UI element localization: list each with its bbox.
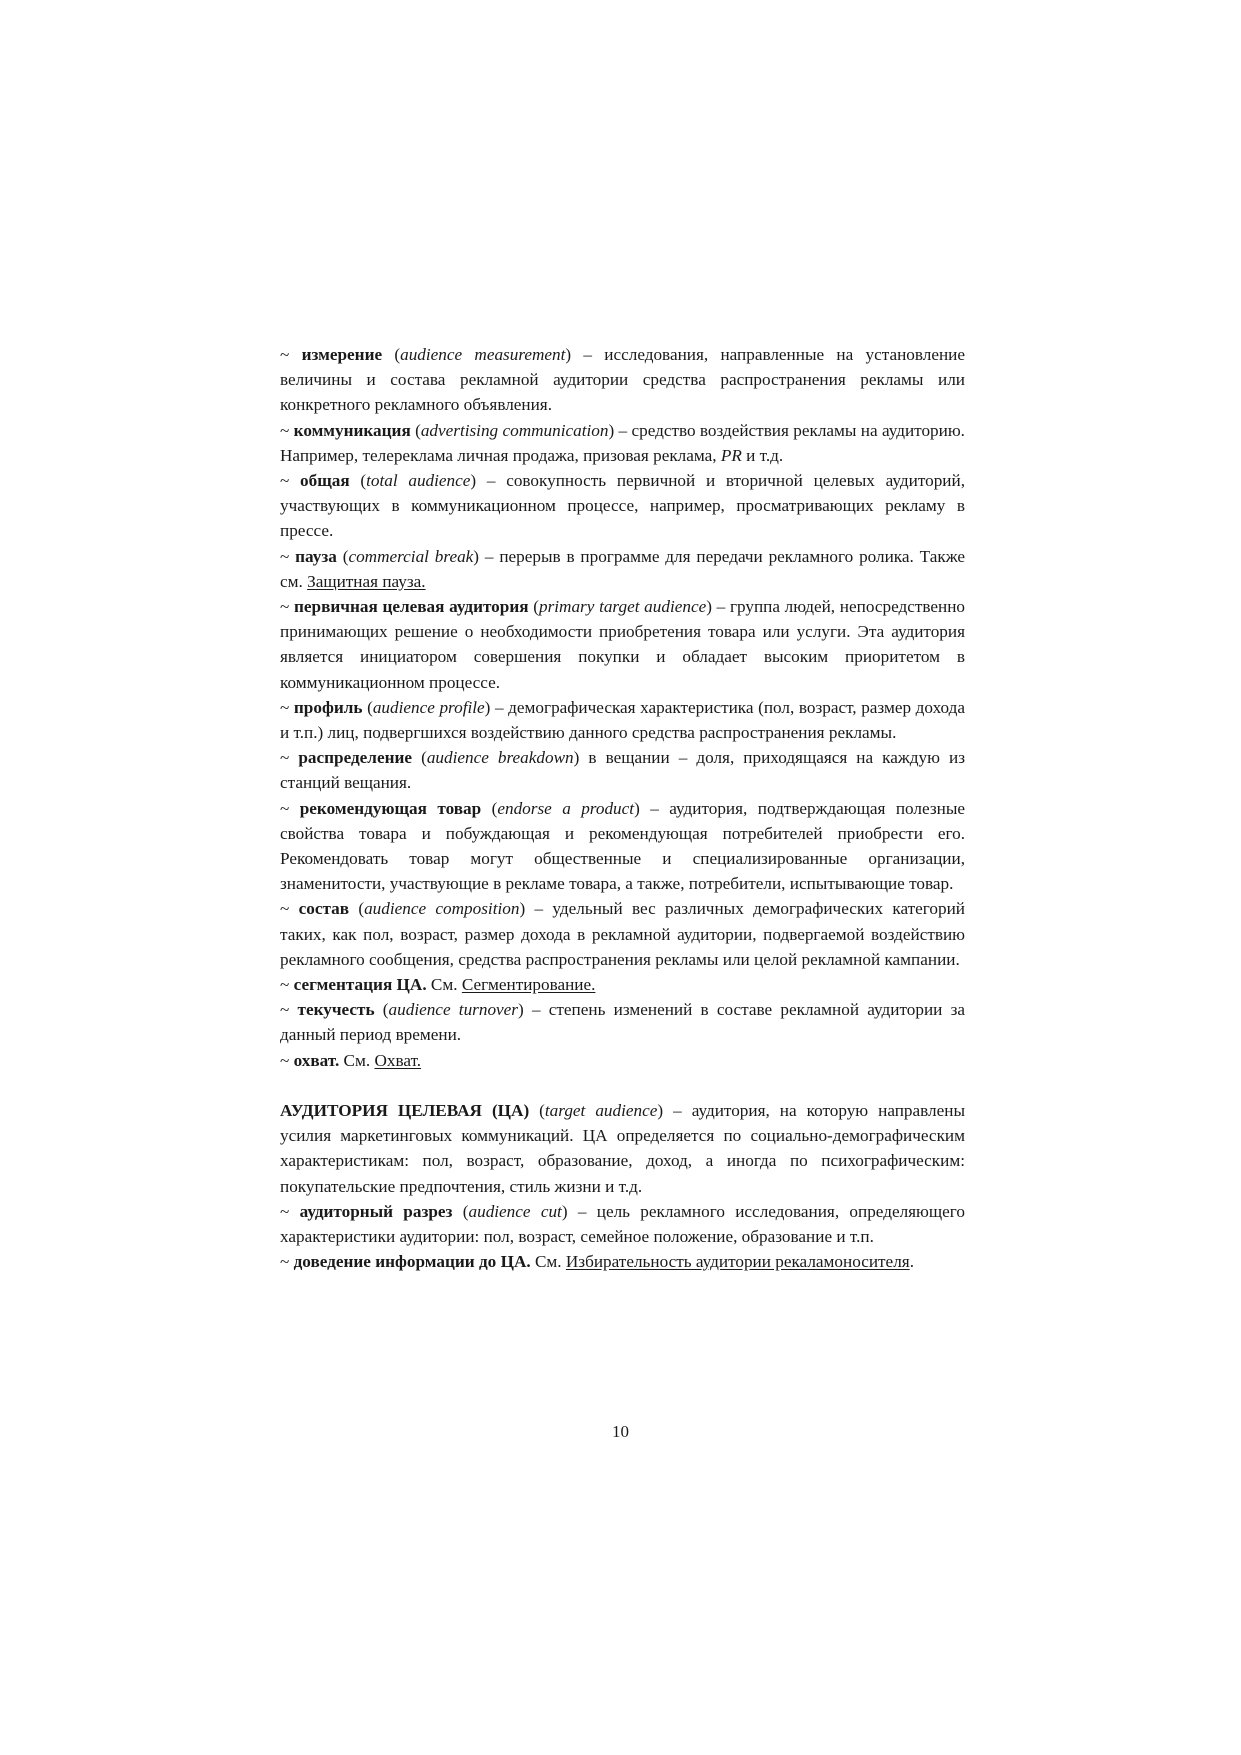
definition: См. bbox=[530, 1252, 566, 1272]
pr-abbr: PR bbox=[720, 445, 742, 465]
entry-profil bbox=[280, 695, 965, 745]
paren-open: ( bbox=[362, 697, 373, 717]
entry-obshchaya bbox=[280, 468, 965, 544]
paren-open: ( bbox=[412, 748, 427, 768]
term: пауза bbox=[295, 546, 337, 566]
page-number: 10 bbox=[612, 1422, 629, 1441]
main-entry-auditoriya-tselevaya bbox=[280, 1098, 965, 1199]
term: доведение информации до ЦА. bbox=[293, 1252, 531, 1272]
definition: – совокупность первичной и вторичной целевых аудиторий, участвующих в коммуникационном процессе, например, просматривающих рекламу в прессе. bbox=[280, 471, 965, 541]
term: общая bbox=[300, 471, 350, 491]
paren-open: ( bbox=[528, 597, 539, 617]
term: коммуникация bbox=[293, 420, 411, 440]
term: распределение bbox=[298, 748, 413, 768]
paren-close: ) bbox=[484, 697, 491, 717]
paren-close: ) bbox=[657, 1100, 664, 1120]
term: первичная целевая аудитория bbox=[294, 597, 529, 617]
dictionary-text bbox=[280, 342, 965, 1274]
paren-open: ( bbox=[382, 345, 401, 364]
term: состав bbox=[298, 899, 350, 919]
paren-open: ( bbox=[481, 798, 498, 818]
entry-kommunikatsiya bbox=[280, 418, 965, 468]
english-term: target audience bbox=[544, 1100, 658, 1120]
tilde: ~ bbox=[280, 471, 301, 491]
english-term: total audience bbox=[366, 471, 471, 491]
paren-open: ( bbox=[349, 899, 365, 919]
paren-open: ( bbox=[374, 1000, 389, 1020]
cross-reference-link[interactable]: Избирательность аудитории рекаламоносителя bbox=[565, 1252, 910, 1272]
term: охват. bbox=[293, 1050, 340, 1070]
paren-close: ) bbox=[706, 597, 712, 617]
paren-open: ( bbox=[349, 471, 367, 491]
entry-auditornyy-razrez bbox=[280, 1199, 965, 1249]
english-term: audience breakdown bbox=[426, 748, 574, 768]
entry-pauza bbox=[280, 544, 965, 594]
term: измерение bbox=[301, 345, 383, 364]
tilde: ~ bbox=[280, 597, 294, 617]
paren-close: ) bbox=[561, 1201, 568, 1221]
tilde: ~ bbox=[280, 1252, 294, 1272]
entry-pervichnaya bbox=[280, 594, 965, 695]
definition: – цель рекламного исследования, определяющего характеристики аудитории: пол, возраст, семейное положение, образование и т.п. bbox=[280, 1201, 965, 1246]
entry-tekuchest bbox=[280, 997, 965, 1047]
term: профиль bbox=[293, 697, 363, 717]
section-gap bbox=[280, 1073, 965, 1098]
tilde: ~ bbox=[280, 798, 300, 818]
english-term: primary target audience bbox=[538, 597, 707, 617]
paren-close: ) bbox=[573, 748, 580, 768]
definition: в вещании – доля, приходящаяся на каждую из станций вещания. bbox=[280, 748, 965, 793]
tilde: ~ bbox=[280, 1050, 294, 1070]
entry-segmentatsiya bbox=[280, 972, 965, 997]
english-term: audience measurement bbox=[400, 345, 566, 364]
definition-tail: и т.д. bbox=[741, 445, 784, 465]
paren-open: ( bbox=[529, 1100, 545, 1120]
definition: – исследования, направленные на установление величины и состава рекламной аудитории средства распространения рекламы или конкретного рекламного объявления. bbox=[280, 345, 965, 415]
term: аудиторный разрез bbox=[299, 1201, 453, 1221]
paren-open: ( bbox=[336, 546, 349, 566]
definition: – перерыв в программе для передачи рекламного ролика. Также см. bbox=[280, 546, 965, 591]
english-term: advertising communication bbox=[420, 420, 609, 440]
entry-izmerenie bbox=[280, 342, 965, 418]
cross-reference-link[interactable]: Защитная пауза. bbox=[307, 571, 426, 591]
english-term: audience cut bbox=[468, 1201, 562, 1221]
entry-okhvat bbox=[280, 1048, 965, 1073]
tilde: ~ bbox=[280, 1201, 300, 1221]
tilde: ~ bbox=[280, 546, 296, 566]
paren-open: ( bbox=[452, 1201, 469, 1221]
paren-close: ) bbox=[473, 546, 480, 566]
definition: – удельный вес различных демографических категорий таких, как пол, возраст, размер дохода в рекламной аудитории, подвергаемой воздействию рекламного сообщения, средства распространения рекламы или целой рекламной кампании. bbox=[280, 899, 965, 969]
paren-open: ( bbox=[410, 420, 421, 440]
english-term: audience turnover bbox=[388, 1000, 518, 1020]
tilde: ~ bbox=[280, 420, 294, 440]
definition: См. bbox=[339, 1050, 375, 1070]
english-term: endorse a product bbox=[497, 798, 635, 818]
paren-close: ) bbox=[565, 345, 572, 364]
term: текучесть bbox=[297, 1000, 375, 1020]
definition: См. bbox=[426, 975, 462, 995]
definition: – степень изменений в составе рекламной аудитории за данный период времени. bbox=[280, 1000, 965, 1045]
entry-raspredelenie bbox=[280, 745, 965, 795]
tilde: ~ bbox=[280, 748, 299, 768]
paren-close: ) bbox=[470, 471, 477, 491]
paren-close: ) bbox=[634, 798, 640, 818]
definition: – группа людей, непосредственно принимающих решение о необходимости приобретения товара или услуги. Эта аудитория является инициатором совершения покупки и обладает высоким приоритетом в коммуникационном процессе. bbox=[280, 597, 965, 692]
english-term: audience profile bbox=[372, 697, 485, 717]
term: рекомендующая товар bbox=[299, 798, 482, 818]
paren-close: ) bbox=[519, 899, 526, 919]
english-term: commercial break bbox=[348, 546, 474, 566]
cross-reference-link[interactable]: Охват. bbox=[374, 1050, 422, 1070]
entry-rekomenduyushchaya bbox=[280, 796, 965, 897]
tilde: ~ bbox=[280, 975, 294, 995]
tilde: ~ bbox=[280, 345, 302, 364]
term: сегментация ЦА. bbox=[293, 975, 427, 995]
entry-dovedenie bbox=[280, 1249, 965, 1274]
headword: АУДИТОРИЯ ЦЕЛЕВАЯ (ЦА) bbox=[280, 1100, 530, 1120]
cross-reference-link[interactable]: Сегментирование. bbox=[461, 975, 596, 995]
tilde: ~ bbox=[280, 899, 299, 919]
definition: – демографическая характеристика (пол, возраст, размер дохода и т.п.) лиц, подвергшихся воздействию данного средства распространения рекламы. bbox=[280, 697, 965, 743]
definition: – средство воздействия рекламы на аудиторию. Например, телереклама личная продажа, призовая реклама, bbox=[280, 420, 965, 465]
english-term: audience composition bbox=[364, 899, 520, 919]
tilde: ~ bbox=[280, 697, 294, 717]
paren-close: ) bbox=[518, 1000, 524, 1020]
definition-tail: . bbox=[909, 1252, 914, 1272]
definition: – аудитория, подтверждающая полезные свойства товара и побуждающая и рекомендующая потребителей приобрести его. Рекомендовать товар могут общественные и специализированные организации, знаменитости, участвующие в рекламе товара, а также, потребители, испытывающие товар. bbox=[280, 798, 965, 894]
paren-close: ) bbox=[608, 420, 615, 440]
entry-sostav bbox=[280, 896, 965, 972]
tilde: ~ bbox=[280, 1000, 298, 1020]
definition: – аудитория, на которую направлены усилия маркетинговых коммуникаций. ЦА определяется по социально-демографическим характеристикам: пол, возраст, образование, доход, а иногда по психографическим: покупательские предпочтения, стиль жизни и т.д. bbox=[280, 1100, 965, 1196]
